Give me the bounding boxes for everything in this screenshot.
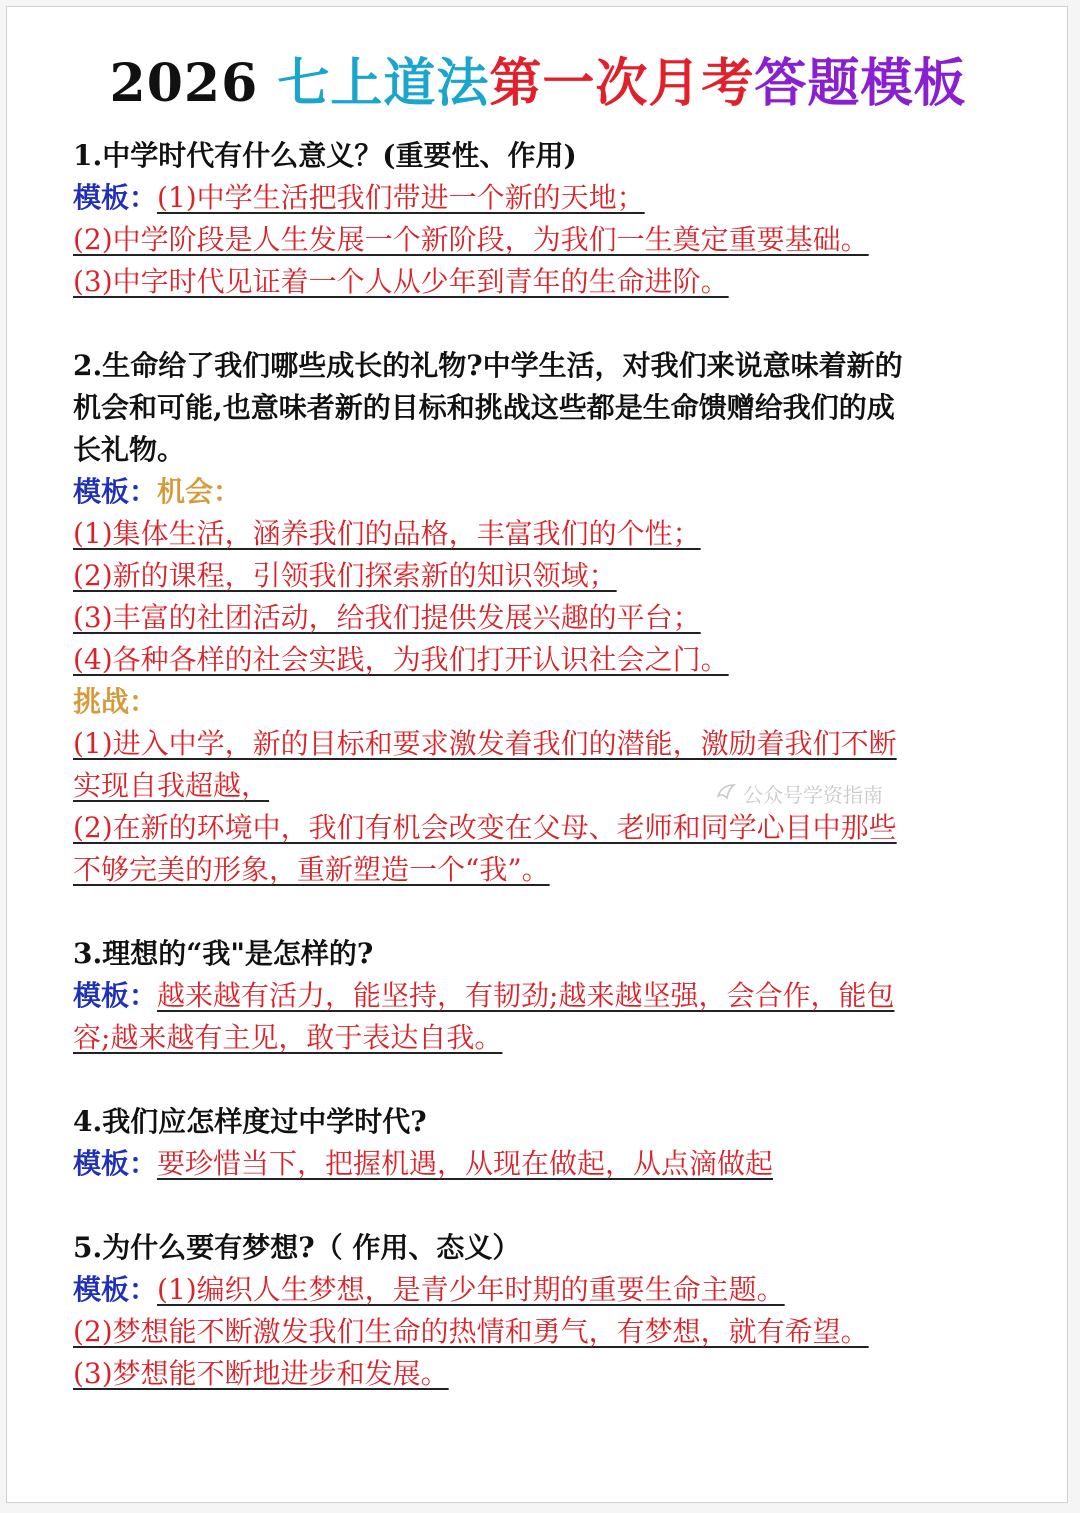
q2-opportunity-line-2: [73, 555, 1013, 597]
q2-challenge-1b: 实现自我超越，: [73, 769, 270, 802]
q3-answer-1: 越来越有活力，能坚持，有韧劲;越来越坚强，会合作，能包: [157, 979, 895, 1012]
challenge-label: 挑战：: [73, 685, 158, 718]
q2-template-line: [73, 471, 1013, 513]
q2-challenge-1a: (1)进入中学，新的目标和要求激发着我们的潜能，激励着我们不断: [73, 727, 897, 760]
question-2-line-2: 机会和可能,也意味者新的目标和挑战这些都是生命馈赠给我们的成: [73, 391, 895, 424]
q2-opportunity-1: (1)集体生活，涵养我们的品格，丰富我们的个性；: [73, 517, 701, 550]
question-2-line-3: 长礼物。: [73, 433, 186, 466]
q2-challenge-line-3: [73, 807, 1013, 849]
question-3: 3.理想的“我"是怎样的?: [73, 937, 374, 970]
q2-opportunity-3: (3)丰富的社团活动，给我们提供发展兴趣的平台；: [73, 601, 701, 634]
q5-answer-line-3: [73, 1353, 1013, 1395]
title-exam: 第一次月考: [489, 53, 755, 114]
q1-answer-line-3: [73, 261, 1013, 303]
title-subject: 七上道法: [277, 53, 490, 114]
q2-opportunity-line-1: [73, 513, 1013, 555]
q3-answer-line-1: [73, 975, 1013, 1017]
wechat-icon: [715, 782, 737, 807]
q3-answer-line-2: [73, 1017, 1013, 1059]
page-title: [7, 51, 1069, 117]
q2-opportunity-4: (4)各种各样的社会实践，为我们打开认识社会之门。: [73, 643, 729, 676]
q2-opportunity-2: (2)新的课程，引领我们探索新的知识领域；: [73, 559, 617, 592]
q2-opportunity-line-4: [73, 639, 1013, 681]
template-label: 模板：: [73, 181, 158, 214]
q2-challenge-2b: 不够完美的形象，重新塑造一个“我”。: [73, 853, 550, 886]
q1-answer-1: (1)中学生活把我们带进一个新的天地；: [157, 181, 645, 214]
document-page: [6, 6, 1068, 1503]
question-2-line-1: 2.生命给了我们哪些成长的礼物?中学生活，对我们来说意味着新的: [73, 349, 903, 382]
question-4: 4.我们应怎样度过中学时代?: [73, 1105, 427, 1138]
q3-answer-2: 容;越来越有主见，敢于表达自我。: [73, 1021, 503, 1054]
q1-answer-line-2: [73, 219, 1013, 261]
watermark: [715, 779, 883, 808]
q2-challenge-label-line: [73, 681, 1013, 723]
q5-answer-1: (1)编织人生梦想，是青少年时期的重要生命主题。: [157, 1273, 785, 1306]
opportunity-label: 机会：: [157, 475, 242, 508]
template-label: 模板：: [73, 1147, 158, 1180]
q5-answer-line-2: [73, 1311, 1013, 1353]
q2-opportunity-line-3: [73, 597, 1013, 639]
q5-answer-3: (3)梦想能不断地进步和发展。: [73, 1357, 449, 1390]
template-label: 模板：: [73, 475, 158, 508]
q5-answer-2: (2)梦想能不断激发我们生命的热情和勇气，有梦想，就有希望。: [73, 1315, 869, 1348]
title-template: 答题模板: [754, 53, 967, 114]
watermark-text: 公众号学资指南: [743, 783, 883, 807]
content: [73, 135, 1013, 1395]
q5-answer-line-1: [73, 1269, 1013, 1311]
q1-answer-2: (2)中学阶段是人生发展一个新阶段，为我们一生奠定重要基础。: [73, 223, 869, 256]
q1-answer-3: (3)中字时代见证着一个人从少年到青年的生命进阶。: [73, 265, 729, 298]
q4-answer: 要珍惜当下，把握机遇，从现在做起，从点滴做起: [157, 1147, 774, 1180]
q4-answer-line: [73, 1143, 1013, 1185]
q2-challenge-line-1: [73, 723, 1013, 765]
q1-answer-line-1: [73, 177, 1013, 219]
question-1: 1.中学时代有什么意义？(重要性、作用): [73, 139, 577, 172]
template-label: 模板：: [73, 1273, 158, 1306]
title-year: 2026: [109, 53, 278, 114]
q2-challenge-2a: (2)在新的环境中，我们有机会改变在父母、老师和同学心目中那些: [73, 811, 897, 844]
q2-challenge-line-4: [73, 849, 1013, 891]
question-5: 5.为什么要有梦想?（ 作用、态义）: [73, 1231, 521, 1264]
template-label: 模板：: [73, 979, 158, 1012]
